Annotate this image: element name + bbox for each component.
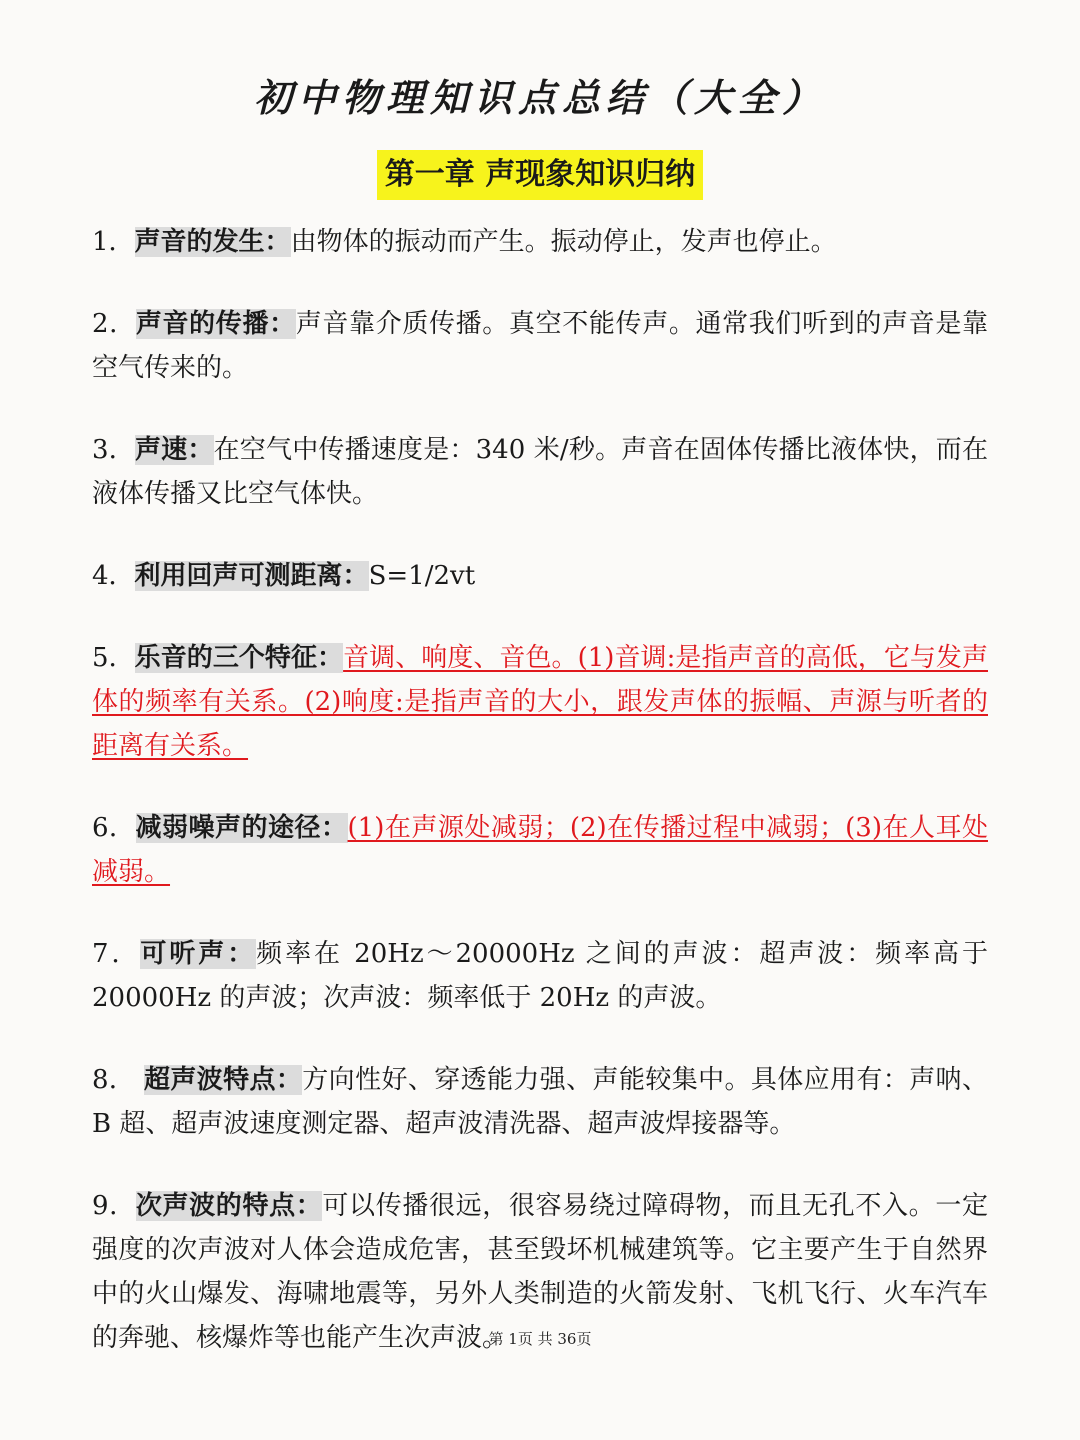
list-item: [92, 932, 988, 1020]
item-text: 频率在 20Hz～20000Hz 之间的声波：超声波：频率高于 20000Hz 的声波；次声波：频率低于 20Hz 的声波。: [92, 939, 988, 1013]
item-highlight-text: (1)在声源处减弱；(2)在传播过程中减弱；(3)在人耳处减弱。: [92, 813, 988, 887]
item-number: 4．: [92, 561, 135, 591]
item-text: 可以传播很远，很容易绕过障碍物，而且无孔不入。一定强度的次声波对人体会造成危害，甚至毁坏机械建筑等。它主要产生于自然界中的火山爆发、海啸地震等，另外人类制造的火箭发射、飞机飞行、火车汽车的奔驰、核爆炸等也能产生次声波。: [92, 1191, 988, 1353]
item-number: 7．: [92, 939, 141, 969]
item-key: 超声波特点：: [143, 1065, 303, 1095]
chapter-heading-wrap: [92, 150, 988, 204]
item-key: 利用回声可测距离：: [134, 561, 369, 591]
item-highlight-text: 音调、响度、音色。(1)音调:是指声音的高低，它与发声体的频率有关系。(2)响度:是指声音的大小，跟发声体的振幅、声源与听者的距离有关系。: [92, 643, 988, 761]
item-text: 由物体的振动而产生。振动停止，发声也停止。: [290, 227, 837, 257]
item-number: 3．: [92, 435, 135, 465]
item-number: 9．: [92, 1191, 136, 1221]
item-key: 减弱噪声的途径：: [135, 813, 348, 843]
item-key: 声速：: [134, 435, 214, 465]
item-number: 5．: [92, 643, 135, 673]
chapter-heading: 第一章 声现象知识归纳: [377, 150, 703, 200]
item-key: 次声波的特点：: [135, 1191, 323, 1221]
item-key: 声音的传播：: [135, 309, 296, 339]
item-key: 声音的发生：: [134, 227, 291, 257]
page-title: 初中物理知识点总结（大全）: [253, 76, 826, 120]
list-item: [92, 806, 988, 894]
item-number: 2．: [92, 309, 136, 339]
knowledge-list: [92, 220, 988, 1360]
list-item: [92, 636, 988, 768]
item-text: 声音靠介质传播。真空不能传声。通常我们听到的声音是靠空气传来的。: [92, 309, 988, 383]
item-number: 1．: [92, 227, 135, 257]
item-text: 方向性好、穿透能力强、声能较集中。具体应用有：声呐、B 超、超声波速度测定器、超声波清洗器、超声波焊接器等。: [92, 1065, 988, 1139]
item-number: 8．: [92, 1065, 144, 1095]
page-footer: 第 1页 共 36页: [488, 1330, 592, 1348]
list-item: [92, 1058, 988, 1146]
list-item: [92, 554, 988, 598]
item-text: 在空气中传播速度是：340 米/秒。声音在固体传播比液体快，而在液体传播又比空气体快。: [92, 435, 988, 509]
item-number: 6．: [92, 813, 136, 843]
list-item: [92, 428, 988, 516]
list-item: [92, 302, 988, 390]
item-key: 可听声：: [140, 939, 257, 969]
item-text: S=1/2vt: [368, 561, 476, 591]
list-item: [92, 220, 988, 264]
item-key: 乐音的三个特征：: [134, 643, 344, 673]
